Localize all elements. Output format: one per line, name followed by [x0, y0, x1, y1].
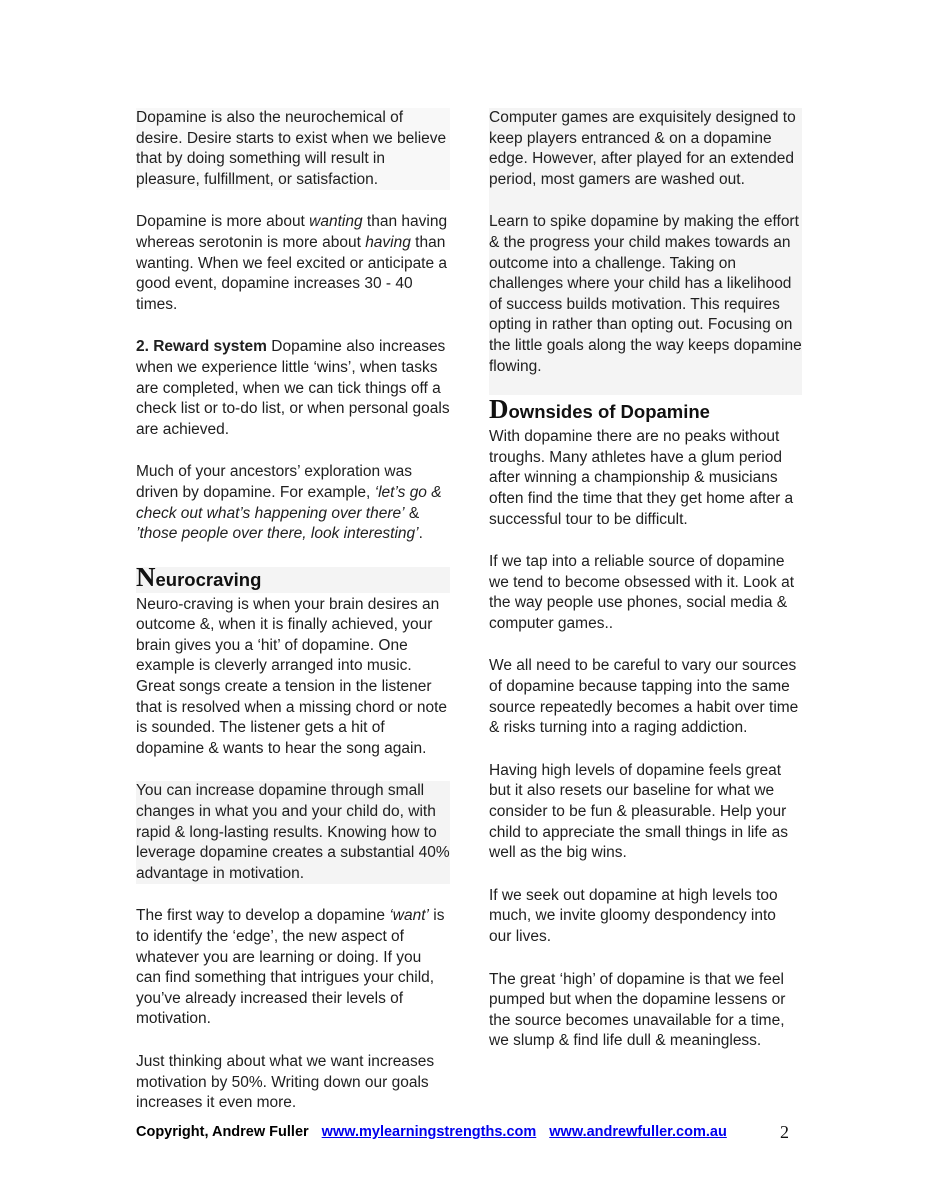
text-run: & [404, 504, 420, 522]
heading-dropcap: D [489, 394, 509, 425]
shaded-paragraph-group [489, 108, 802, 395]
text-run: Having high levels of dopamine feels great but it also resets our baseline for what we consider to be fun & pleasurable. Help your child to appreciate the small things in life as well as the big wins. [489, 761, 788, 862]
text-run: Much of your ancestors’ exploration was driven by dopamine. For example, [136, 463, 412, 501]
text-run-bold: 2. Reward system [136, 338, 267, 356]
page-footer [136, 1124, 727, 1140]
text-run: If we seek out dopamine at high levels too much, we invite gloomy despondency into our lives. [489, 886, 778, 945]
text-run-italic: having [365, 233, 411, 251]
section-heading-downsides [489, 394, 802, 425]
section-heading-neurocraving [136, 561, 450, 593]
paragraph [489, 970, 802, 1052]
text-run-italic: ‘want’ [389, 907, 429, 925]
paragraph [136, 462, 450, 544]
paragraph [136, 781, 450, 884]
copyright-text: Copyright, Andrew Fuller [136, 1124, 309, 1140]
heading-dropcap: N [136, 561, 156, 592]
paragraph [489, 761, 802, 864]
text-run: With dopamine there are no peaks without troughs. Many athletes have a glum period after winning a championship & musicians often find the time that they get home after a successful tour to be difficult. [489, 428, 794, 528]
paragraph [489, 552, 802, 634]
paragraph [489, 212, 802, 377]
paragraph [136, 108, 450, 190]
footer-link-mylearningstrengths[interactable]: www.mylearningstrengths.com [321, 1124, 537, 1140]
heading-text: eurocraving [155, 568, 262, 590]
text-run: If we tap into a reliable source of dopamine we tend to become obsessed with it. Look at the way people use phones, social media & computer games.. [489, 553, 795, 632]
text-run: is to identify the ‘edge’, the new aspect of whatever you are learning or doing. If you can find something that intrigues your child, you’ve already increased their levels of motivation. [136, 907, 445, 1028]
text-run-italic: wanting [309, 213, 363, 231]
paragraph [136, 1052, 450, 1114]
text-run: Computer games are exquisitely designed to keep players entranced & on a dopamine edge. However, after played for an extended period, most gamers are washed out. [489, 109, 796, 188]
footer-link-andrewfuller[interactable]: www.andrewfuller.com.au [549, 1124, 727, 1140]
text-run: than having whereas serotonin is more about [136, 213, 448, 251]
text-run-italic: ’those people over there, look interesting’ [136, 525, 419, 543]
heading-text: ownsides of Dopamine [508, 401, 710, 423]
left-column [136, 108, 450, 1136]
text-run: The first way to develop a dopamine [136, 907, 390, 925]
text-run: Dopamine also increases when we experience little ‘wins’, when tasks are completed, when we can tick things off a check list or to-do list, or when personal goals are achieved. [136, 338, 450, 438]
paragraph [136, 595, 450, 760]
text-run: Just thinking about what we want increases motivation by 50%. Writing down our goals increases it even more. [136, 1052, 435, 1112]
text-run-italic: ‘let’s go & check out what’s happening over there’ [136, 483, 442, 522]
right-column [489, 108, 802, 1074]
text-run: The great ‘high’ of dopamine is that we feel pumped but when the dopamine lessens or the source becomes unavailable for a time, we slump & find life dull & meaningless. [489, 970, 786, 1050]
text-run: . [418, 525, 423, 543]
text-run: than wanting. When we feel excited or anticipate a good event, dopamine increases 30 - 40 times. [136, 233, 448, 313]
text-run: Dopamine is also the neurochemical of desire. Desire starts to exist when we believe that by doing something will result in pleasure, fulfillment, or satisfaction. [136, 109, 447, 188]
text-run: Dopamine is more about [136, 213, 310, 231]
paragraph [136, 906, 450, 1030]
text-run: Learn to spike dopamine by making the effort & the progress your child makes towards an outcome into a challenge. Taking on challenges where your child has a likelihood of success builds motivation. This requires opting in rather than opting out. Focusing on the little goals along the way keeps dopamine flowing. [489, 213, 802, 375]
paragraph [489, 108, 802, 190]
paragraph [489, 886, 802, 948]
paragraph [136, 212, 450, 315]
paragraph [489, 427, 802, 530]
text-run: You can increase dopamine through small changes in what you and your child do, with rapid & long-lasting results. Knowing how to leverage dopamine creates a substantial 40% advantage in motivation. [136, 782, 450, 882]
paragraph [136, 337, 450, 440]
page-number: 2 [780, 1122, 789, 1142]
text-run: We all need to be careful to vary our sources of dopamine because tapping into the same source repeatedly becomes a habit over time & risks turning into a raging addiction. [489, 657, 799, 737]
paragraph [489, 656, 802, 738]
text-run: Neuro-craving is when your brain desires an outcome &, when it is finally achieved, your brain gives you a ‘hit’ of dopamine. One example is cleverly arranged into music. Great songs create a tension in the listener that is resolved when a missing chord or note is sounded. The listener gets a hit of dopamine & wants to hear the song again. [136, 595, 448, 757]
